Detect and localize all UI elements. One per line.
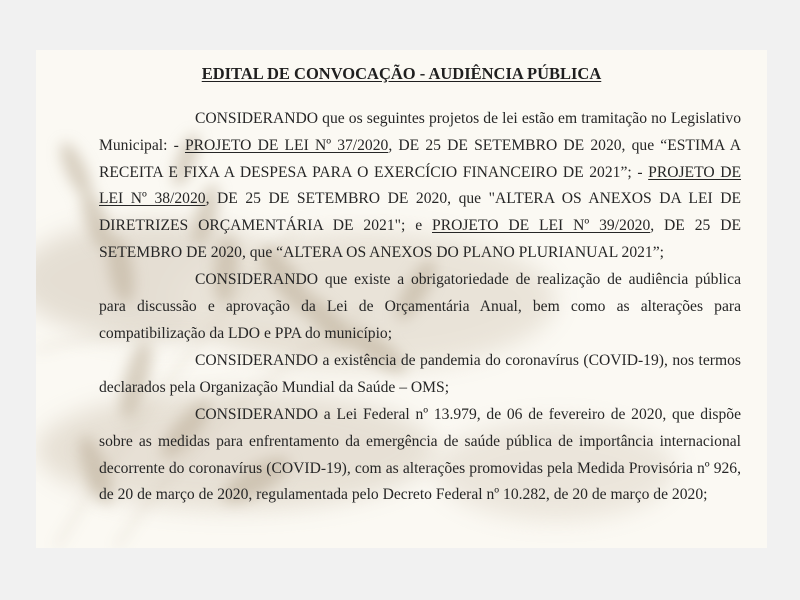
considerando-lead: CONSIDERANDO (195, 110, 319, 127)
bill-38-reference: PROJETO DE LEI Nº 38/2020 (99, 163, 742, 208)
document-body (36, 50, 767, 548)
document-title: EDITAL DE CONVOCAÇÃO - AUDIÊNCIA PÚBLICA (201, 64, 602, 83)
paragraph-federal-law: CONSIDERANDO a Lei Federal nº 13.979, de 06 de fevereiro de 2020, que dispõe sobre as medidas para enfrentamento da emergência de saúde pública de importância internacional decorrente do coronavírus (COVID-19), com as alterações promovidas pela Medida Provisória nº 926, de 20 de março de 2020, regulamentada pelo Decreto Federal nº 10.282, de 20 de março de 2020; (99, 406, 741, 504)
considerando-lead: CONSIDERANDO (195, 352, 319, 369)
considerando-lead: CONSIDERANDO (195, 406, 319, 423)
paragraph-projects-in-progress: CONSIDERANDO que os seguintes projetos de lei estão em tramitação no Legislativo Municipal: - PROJETO DE LEI Nº 37/2020, DE 25 DE SETEMBRO DE 2020, que “ESTIMA A RECEITA E FIXA A DESPESA PARA O EXERCÍCIO FINANCEIRO DE 2021”; - PROJETO DE LEI Nº 38/2020, DE 25 DE SETEMBRO DE 2020, que "ALTERA OS ANEXOS DA LEI DE DIRETRIZES ORÇAMENTÁRIA DE 2021"; e PROJETO DE LEI Nº 39/2020, DE 25 DE SETEMBRO DE 2020, que “ALTERA OS ANEXOS DO PLANO PLURIANUAL 2021”; (99, 110, 742, 261)
document-page (36, 50, 767, 548)
paragraph-pandemic: CONSIDERANDO a existência de pandemia do coronavírus (COVID-19), nos termos declarados pela Organização Mundial da Saúde – OMS; (99, 352, 741, 396)
bill-39-reference: PROJETO DE LEI Nº 39/2020 (432, 217, 651, 235)
paragraph-public-hearing: CONSIDERANDO que existe a obrigatoriedade de realização de audiência pública para discussão e aprovação da Lei de Orçamentária Anual, bem como as alterações para compatibilização da LDO e PPA do município; (99, 271, 741, 342)
bill-37-reference: PROJETO DE LEI Nº 37/2020 (184, 136, 389, 154)
considerando-lead: CONSIDERANDO (195, 271, 319, 288)
